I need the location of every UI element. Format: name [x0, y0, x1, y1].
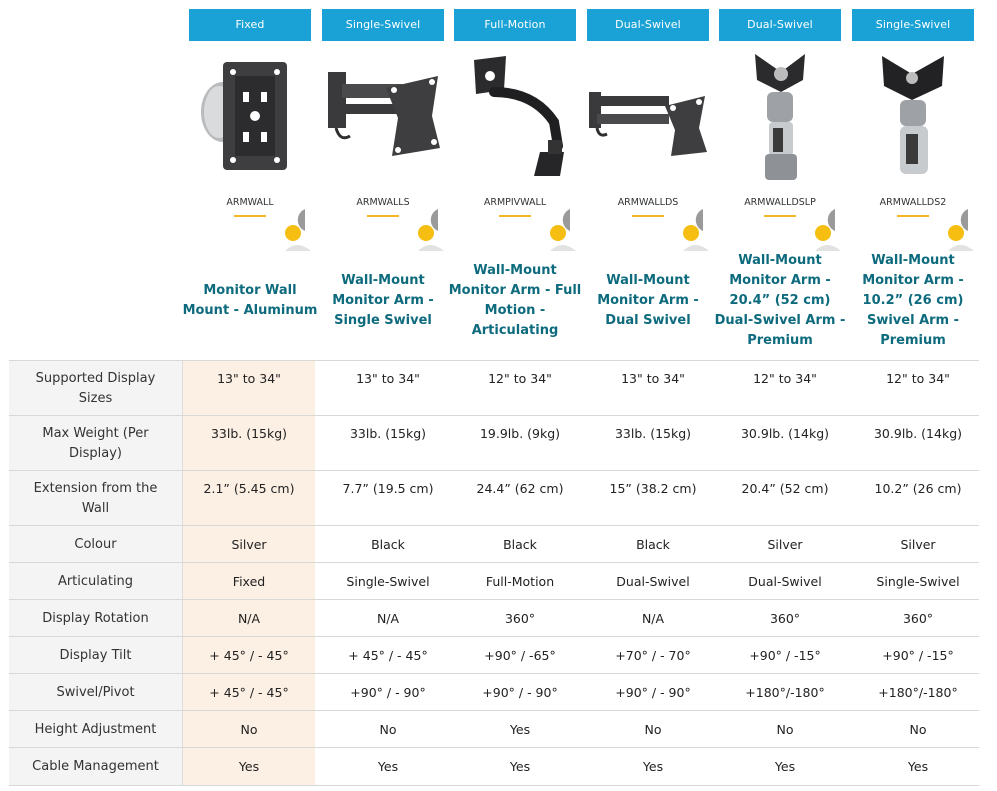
spec-value: Single-Swivel	[346, 574, 430, 589]
product-column-armwall	[182, 9, 318, 355]
product-type-tag: Dual-Swivel	[587, 9, 709, 41]
spec-value: 30.9lb. (14kg)	[740, 426, 830, 441]
spec-value: 13" to 34"	[356, 371, 420, 386]
spec-label: Articulating	[9, 563, 183, 600]
spec-label: Cable Management	[9, 748, 183, 785]
product-title-link[interactable]: Monitor Wall Mount - Aluminum	[182, 283, 318, 318]
spec-value: Yes	[183, 748, 315, 785]
spec-value: +90° / -65°	[484, 648, 556, 663]
spec-value: 360°	[769, 611, 801, 626]
product-column-armwallds2	[852, 9, 974, 355]
spec-value: +90° / -15°	[882, 648, 954, 663]
sku-underline	[764, 215, 796, 217]
spec-label: Display Tilt	[9, 637, 183, 674]
badge-icon	[813, 209, 843, 251]
spec-value: Yes	[377, 759, 399, 774]
sku-underline	[367, 215, 399, 217]
spec-value: +90° / - 90°	[350, 685, 426, 700]
spec-value: Yes	[907, 759, 929, 774]
premium-dual-swivel-arm-image[interactable]	[719, 52, 841, 184]
product-type-tag: Single-Swivel	[852, 9, 974, 41]
spec-value: 19.9lb. (9kg)	[479, 426, 561, 441]
spec-value: Black	[371, 537, 405, 552]
spec-value: Yes	[509, 759, 531, 774]
spec-value: 12" to 34"	[753, 371, 817, 386]
badge-icon	[681, 209, 711, 251]
spec-value: +90° / - 90°	[482, 685, 558, 700]
product-type-tag: Single-Swivel	[322, 9, 444, 41]
badge-icon	[946, 209, 976, 251]
spec-value: N/A	[376, 611, 400, 626]
spec-label: Supported Display Sizes	[9, 361, 183, 416]
product-column-armwalldslp	[714, 9, 846, 355]
spec-label: Max Weight (Per Display)	[9, 416, 183, 471]
spec-value: No	[644, 722, 662, 737]
spec-value: 15” (38.2 cm)	[609, 481, 697, 496]
spec-value: Silver	[767, 537, 803, 552]
spec-value: 12" to 34"	[488, 371, 552, 386]
product-type-tag: Full-Motion	[454, 9, 576, 41]
spec-value: +90° / -15°	[749, 648, 821, 663]
premium-swivel-arm-image[interactable]	[852, 52, 974, 184]
spec-value: 13" to 34"	[183, 361, 315, 416]
fixed-wall-mount-image[interactable]	[189, 52, 311, 184]
spec-row-supported-display-sizes	[9, 360, 979, 416]
product-title-link[interactable]: Wall-Mount Monitor Arm - 20.4” (52 cm) Dual-Swivel Arm - Premium	[714, 253, 846, 348]
spec-value: 13" to 34"	[621, 371, 685, 386]
spec-value: +180°/-180°	[745, 685, 825, 700]
spec-label: Extension from the Wall	[9, 471, 183, 526]
spec-value: Dual-Swivel	[616, 574, 690, 589]
badge-icon	[283, 209, 313, 251]
spec-value: 30.9lb. (14kg)	[873, 426, 963, 441]
spec-value: Yes	[642, 759, 664, 774]
full-motion-arm-image[interactable]	[454, 52, 576, 184]
spec-value: Black	[503, 537, 537, 552]
spec-value: +180°/-180°	[878, 685, 958, 700]
spec-value: 360°	[902, 611, 934, 626]
spec-value: No	[776, 722, 794, 737]
spec-value: Yes	[509, 722, 531, 737]
spec-value: 24.4” (62 cm)	[476, 481, 564, 496]
spec-value: 360°	[504, 611, 536, 626]
spec-value: Silver	[183, 526, 315, 563]
product-type-tag: Fixed	[189, 9, 311, 41]
spec-value: 10.2” (26 cm)	[874, 481, 962, 496]
spec-value: 33lb. (15kg)	[349, 426, 427, 441]
product-title-link[interactable]: Wall-Mount Monitor Arm - Single Swivel	[332, 273, 434, 328]
spec-value: 2.1” (5.45 cm)	[183, 471, 315, 526]
sku-underline	[632, 215, 664, 217]
spec-value: 12" to 34"	[886, 371, 950, 386]
spec-row-cable-management	[9, 747, 979, 786]
single-swivel-arm-image[interactable]	[322, 52, 444, 184]
spec-value: Full-Motion	[485, 574, 555, 589]
spec-value: N/A	[183, 600, 315, 637]
product-sku: ARMWALLDS2	[879, 197, 947, 208]
spec-value: Dual-Swivel	[748, 574, 822, 589]
product-title-link[interactable]: Wall-Mount Monitor Arm - Dual Swivel	[597, 273, 699, 328]
spec-label: Display Rotation	[9, 600, 183, 637]
product-column-armwallds	[587, 9, 709, 355]
dual-swivel-arm-image[interactable]	[587, 52, 709, 184]
spec-value: + 45° / - 45°	[183, 674, 315, 711]
spec-row-height-adjustment	[9, 710, 979, 748]
spec-row-swivel-pivot	[9, 673, 979, 711]
spec-value: 33lb. (15kg)	[614, 426, 692, 441]
spec-label: Height Adjustment	[9, 711, 183, 748]
product-column-armpivwall	[448, 9, 582, 355]
spec-value: Yes	[774, 759, 796, 774]
spec-row-max-weight	[9, 415, 979, 471]
product-sku: ARMPIVWALL	[483, 197, 547, 208]
spec-value: 20.4” (52 cm)	[741, 481, 829, 496]
product-sku: ARMWALLDS	[617, 197, 679, 208]
spec-row-articulating	[9, 562, 979, 600]
product-column-armwalls	[322, 9, 444, 355]
product-sku: ARMWALLS	[356, 197, 410, 208]
badge-icon	[416, 209, 446, 251]
product-sku: ARMWALL	[226, 197, 274, 208]
spec-value: +90° / - 90°	[615, 685, 691, 700]
sku-underline	[234, 215, 266, 217]
spec-value: 7.7” (19.5 cm)	[342, 481, 434, 496]
spec-value: 33lb. (15kg)	[183, 416, 315, 471]
spec-value: No	[909, 722, 927, 737]
spec-value: Silver	[900, 537, 936, 552]
spec-row-display-tilt	[9, 636, 979, 674]
badge-icon	[548, 209, 578, 251]
spec-value: Fixed	[183, 563, 315, 600]
spec-value: Single-Swivel	[876, 574, 960, 589]
spec-value: + 45° / - 45°	[183, 637, 315, 674]
spec-value: +70° / - 70°	[615, 648, 691, 663]
spec-value: Black	[636, 537, 670, 552]
spec-row-colour	[9, 525, 979, 563]
spec-row-display-rotation	[9, 599, 979, 637]
sku-underline	[499, 215, 531, 217]
product-type-tag: Dual-Swivel	[719, 9, 841, 41]
spec-value: N/A	[641, 611, 665, 626]
product-title-link[interactable]: Wall-Mount Monitor Arm - 10.2” (26 cm) Swivel Arm - Premium	[862, 253, 964, 348]
spec-label: Colour	[9, 526, 183, 563]
spec-label: Swivel/Pivot	[9, 674, 183, 711]
spec-value: + 45° / - 45°	[348, 648, 428, 663]
product-sku: ARMWALLDSLP	[744, 197, 816, 208]
spec-value: No	[379, 722, 397, 737]
spec-row-extension	[9, 470, 979, 526]
spec-value: No	[183, 711, 315, 748]
product-title-link[interactable]: Wall-Mount Monitor Arm - Full Motion - Articulating	[448, 263, 582, 338]
sku-underline	[897, 215, 929, 217]
